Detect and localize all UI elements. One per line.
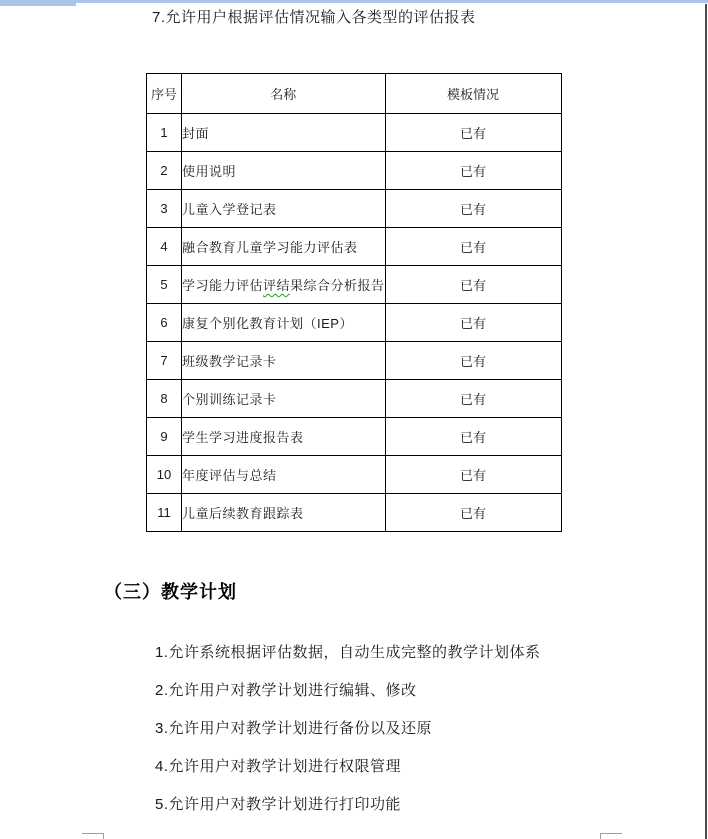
table-row — [147, 494, 562, 532]
cell-template-name: 封面 — [182, 114, 386, 152]
cell-row-number: 7 — [147, 342, 182, 380]
column-header-name: 名称 — [182, 74, 386, 114]
list-item-3: 3.允许用户对教学计划进行备份以及还原 — [155, 720, 433, 737]
table-row — [147, 228, 562, 266]
cell-template-name — [182, 266, 386, 304]
section-heading-3: （三）教学计划 — [104, 582, 237, 602]
table-row — [147, 380, 562, 418]
cell-row-number: 5 — [147, 266, 182, 304]
cell-template-status: 已有 — [385, 418, 561, 456]
window-background-strip-left — [0, 0, 76, 6]
list-item-5: 5.允许用户对教学计划进行打印功能 — [155, 796, 402, 813]
cell-template-name: 儿童入学登记表 — [182, 190, 386, 228]
cell-row-number: 3 — [147, 190, 182, 228]
column-header-no: 序号 — [147, 74, 182, 114]
table-header-row — [147, 74, 562, 114]
window-background-strip-right — [76, 0, 708, 3]
cell-template-name: 儿童后续教育跟踪表 — [182, 494, 386, 532]
cell-template-name: 个别训练记录卡 — [182, 380, 386, 418]
table-row — [147, 418, 562, 456]
cell-row-number: 6 — [147, 304, 182, 342]
table-row — [147, 456, 562, 494]
list-item-4: 4.允许用户对教学计划进行权限管理 — [155, 758, 402, 775]
cell-template-status: 已有 — [385, 342, 561, 380]
cell-template-status: 已有 — [385, 380, 561, 418]
cell-template-status: 已有 — [385, 228, 561, 266]
cell-template-name: 学生学习进度报告表 — [182, 418, 386, 456]
cell-template-status: 已有 — [385, 456, 561, 494]
cell-row-number: 4 — [147, 228, 182, 266]
cell-template-name: 班级教学记录卡 — [182, 342, 386, 380]
list-item-2: 2.允许用户对教学计划进行编辑、修改 — [155, 682, 417, 699]
table-row — [147, 266, 562, 304]
paragraph-heading-7: 7.允许用户根据评估情况输入各类型的评估报表 — [152, 9, 476, 26]
text-boundary-mark-left — [82, 833, 104, 839]
cell-row-number: 11 — [147, 494, 182, 532]
table-row — [147, 304, 562, 342]
page-right-edge-line — [705, 4, 707, 839]
table-row — [147, 152, 562, 190]
cell-template-status: 已有 — [385, 152, 561, 190]
table-row — [147, 190, 562, 228]
name-text: 学习能力评估 — [182, 278, 264, 293]
cell-template-status: 已有 — [385, 494, 561, 532]
list-item-1: 1.允许系统根据评估数据，自动生成完整的教学计划体系 — [155, 644, 541, 661]
column-header-status: 模板情况 — [385, 74, 561, 114]
spellcheck-underlined-text: 评结 — [263, 278, 291, 293]
cell-template-status: 已有 — [385, 266, 561, 304]
cell-template-status: 已有 — [385, 190, 561, 228]
text-boundary-mark-right — [600, 833, 622, 839]
cell-row-number: 10 — [147, 456, 182, 494]
cell-row-number: 2 — [147, 152, 182, 190]
cell-template-name: 年度评估与总结 — [182, 456, 386, 494]
cell-template-status: 已有 — [385, 304, 561, 342]
cell-template-name: 融合教育儿童学习能力评估表 — [182, 228, 386, 266]
cell-template-name: 康复个别化教育计划（IEP） — [182, 304, 386, 342]
name-text: 果综合分析报告 — [290, 278, 385, 293]
report-template-table — [146, 73, 562, 532]
cell-row-number: 9 — [147, 418, 182, 456]
cell-row-number: 8 — [147, 380, 182, 418]
table-row — [147, 342, 562, 380]
table-row — [147, 114, 562, 152]
cell-template-status: 已有 — [385, 114, 561, 152]
cell-template-name: 使用说明 — [182, 152, 386, 190]
cell-row-number: 1 — [147, 114, 182, 152]
